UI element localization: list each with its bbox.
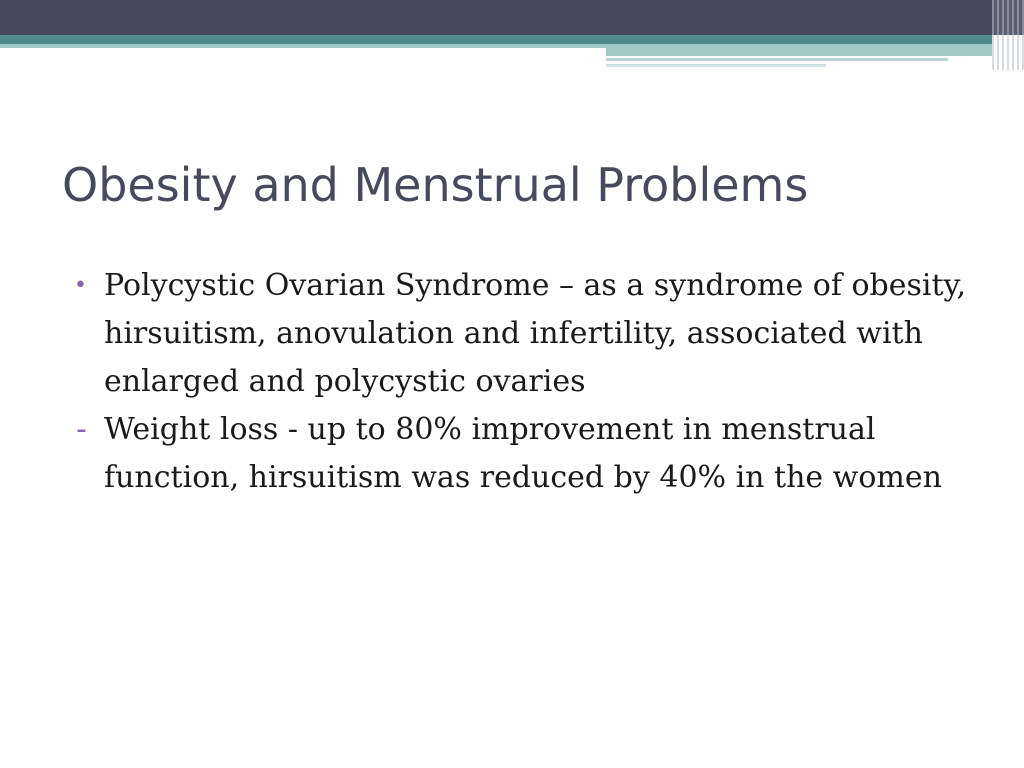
header-step-block [606, 44, 1024, 56]
slide-title: Obesity and Menstrual Problems [62, 158, 809, 212]
header-step-line [606, 58, 948, 61]
list-item-text: Weight loss - up to 80% improvement in menstrual function, hirsuitism was reduced by 40% in the women [104, 412, 942, 495]
header-band-dark [0, 0, 1024, 35]
header-band-teal [0, 35, 1024, 44]
list-item-weight-loss [72, 406, 982, 502]
bullet-icon: • [74, 273, 87, 298]
header-step-line-short [606, 64, 826, 67]
dash-icon: - [76, 412, 87, 447]
list-item-text: Polycystic Ovarian Syndrome – as a syndrome of obesity, hirsuitism, anovulation and infertility, associated with enlarged and polycystic ovaries [104, 268, 967, 399]
header-band-teal-light [0, 44, 606, 48]
header-stripes-decoration [992, 0, 1024, 70]
slide-body-list [72, 262, 982, 502]
list-item-pcos [72, 262, 982, 406]
